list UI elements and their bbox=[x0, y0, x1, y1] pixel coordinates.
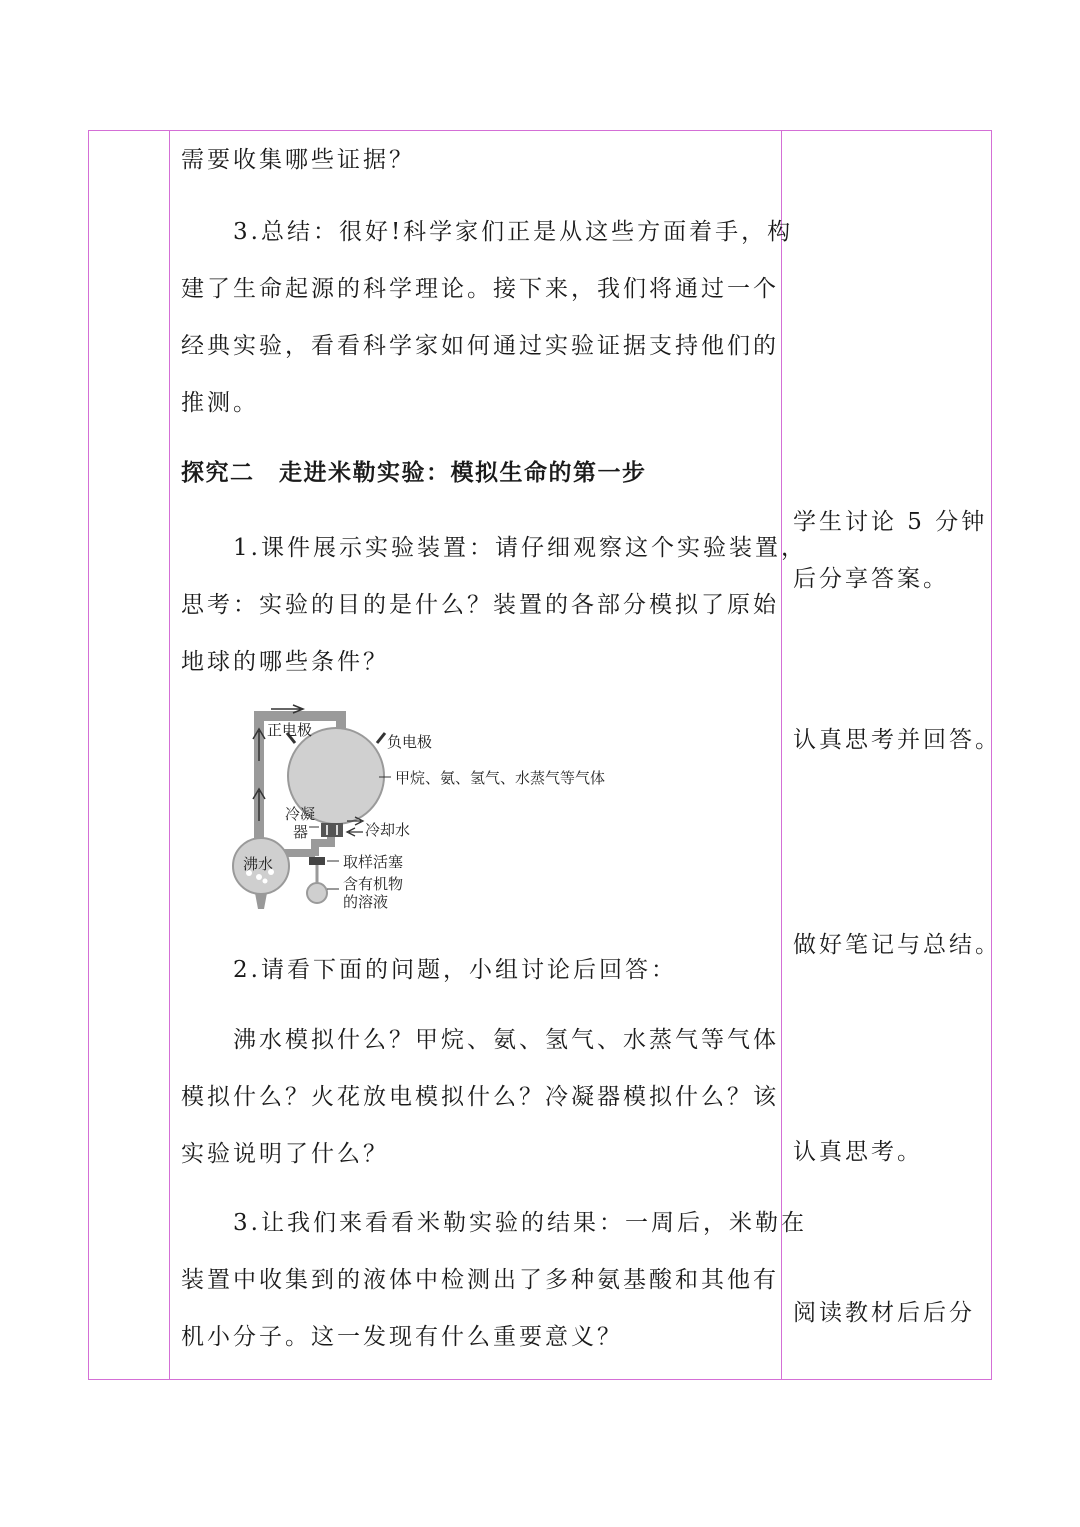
text-line: 需要收集哪些证据？ bbox=[181, 147, 415, 173]
side-note: 认真思考。 bbox=[793, 1139, 923, 1165]
text-line: 沸水模拟什么？甲烷、氨、氢气、水蒸气等气体 bbox=[181, 1027, 779, 1053]
text-line: 模拟什么？火花放电模拟什么？冷凝器模拟什么？该 bbox=[181, 1084, 779, 1110]
lesson-table bbox=[88, 130, 1001, 1380]
text-line: 经典实验，看看科学家如何通过实验证据支持他们的 bbox=[181, 333, 779, 359]
label-condenser: 器 bbox=[293, 823, 309, 841]
text-line: 实验说明了什么？ bbox=[181, 1141, 389, 1167]
text-line: 建了生命起源的科学理论。接下来，我们将通过一个 bbox=[181, 276, 779, 302]
text-line: 机小分子。这一发现有什么重要意义？ bbox=[181, 1324, 623, 1350]
label-positive-electrode: 正电极 bbox=[267, 721, 313, 739]
column-divider-1 bbox=[169, 131, 170, 1379]
section-heading: 探究二 走进米勒实验：模拟生命的第一步 bbox=[181, 460, 647, 486]
negative-electrode-icon bbox=[377, 733, 385, 743]
side-note: 认真思考并回答。 bbox=[793, 727, 1001, 753]
label-cooling-water: 冷却水 bbox=[365, 821, 411, 839]
side-note: 学生讨论 5 分钟 bbox=[793, 509, 988, 535]
label-solution: 含有机物 bbox=[343, 875, 404, 893]
column-divider-2 bbox=[781, 131, 782, 1379]
label-gases: 甲烷、氨、氢气、水蒸气等气体 bbox=[395, 769, 606, 787]
text-line: 3.让我们来看看米勒实验的结果：一周后，米勒在 bbox=[181, 1210, 807, 1236]
text-line: 装置中收集到的液体中检测出了多种氨基酸和其他有 bbox=[181, 1267, 779, 1293]
text-line: 地球的哪些条件？ bbox=[181, 649, 389, 675]
text-line: 思考：实验的目的是什么？装置的各部分模拟了原始 bbox=[181, 592, 779, 618]
side-note: 阅读教材后后分 bbox=[793, 1300, 975, 1326]
text-line: 推测。 bbox=[181, 390, 259, 416]
text-line: 3.总结：很好!科学家们正是从这些方面着手，构 bbox=[181, 219, 794, 245]
heat-source-icon bbox=[255, 893, 267, 909]
condenser-icon bbox=[321, 823, 343, 837]
label-negative-electrode: 负电极 bbox=[387, 733, 433, 751]
side-note: 后分享答案。 bbox=[793, 566, 949, 592]
label-solution: 的溶液 bbox=[343, 893, 389, 911]
label-sampling-stopcock: 取样活塞 bbox=[343, 853, 404, 871]
miller-experiment-diagram bbox=[231, 701, 651, 921]
label-boiling-water: 沸水 bbox=[243, 855, 274, 873]
side-note: 做好笔记与总结。 bbox=[793, 932, 1001, 958]
text-line: 1.课件展示实验装置：请仔细观察这个实验装置， bbox=[181, 535, 807, 561]
solution-flask bbox=[307, 883, 327, 903]
label-condenser: 冷凝 bbox=[285, 805, 316, 823]
stopcock-icon bbox=[309, 857, 325, 865]
text-line: 2.请看下面的问题，小组讨论后回答： bbox=[181, 957, 677, 983]
